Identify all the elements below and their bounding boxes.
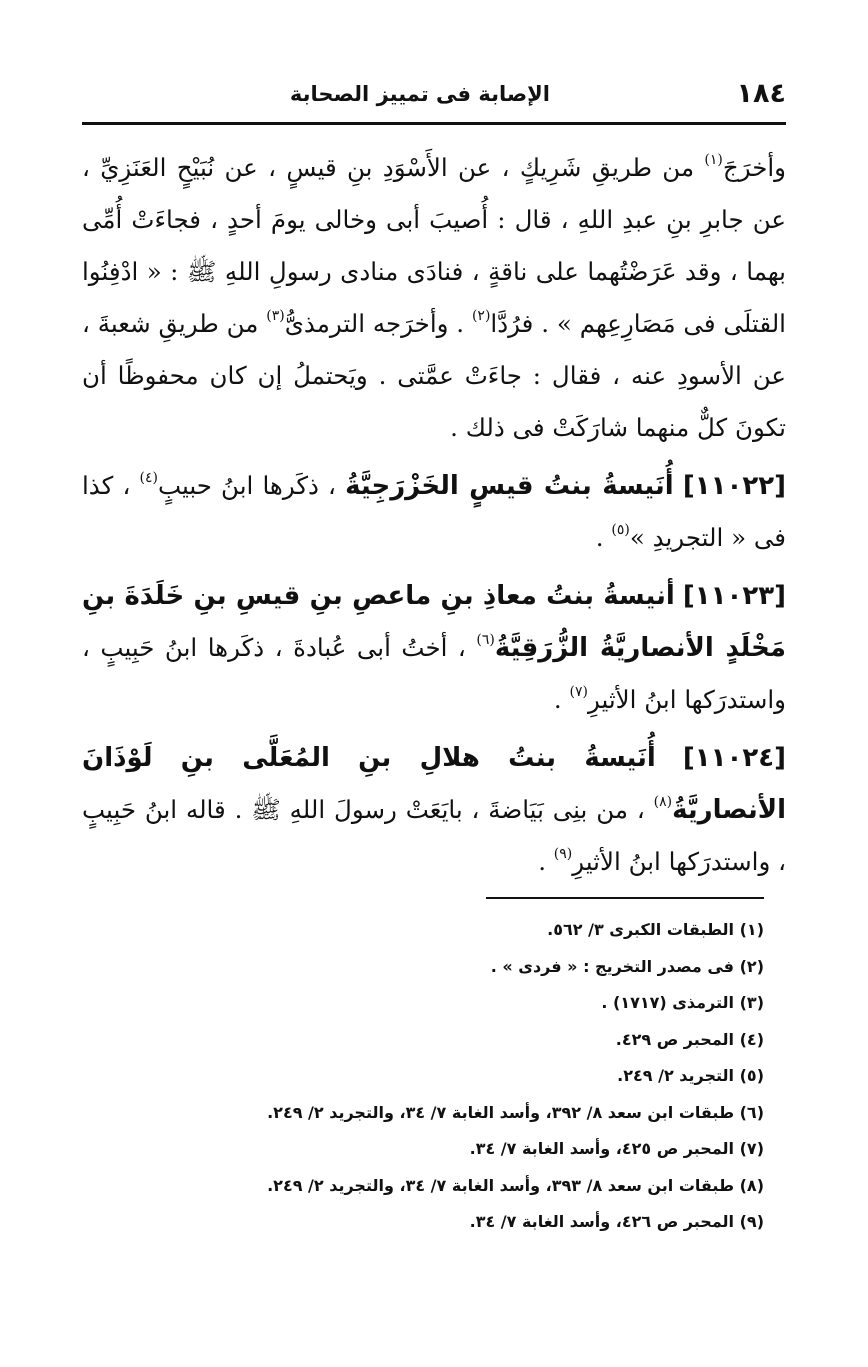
- text-run: . وأخرَجه الترمذىُّ: [284, 309, 472, 338]
- entry-name: أنيسةُ بنتُ معاذِ بنِ ماعصِ بنِ قيسِ بنِ خَلَدَةَ بنِ مَخْلَدٍ الأنصاريَّةُ الزُّرَقِيَّةُ: [82, 581, 786, 663]
- paragraph-intro: [82, 142, 786, 454]
- footnote-ref[interactable]: (٦): [476, 632, 495, 648]
- footnote-item: (٨) طبقات ابن سعد ٨/ ٣٩٣، وأسد الغابة ٧/ ٣٤، والتجريد ٢/ ٢٤٩.: [267, 1175, 764, 1195]
- footnote-ref[interactable]: (٢): [471, 308, 491, 324]
- text-run: من طريقِ شَرِيكٍ ، عن الأَسْوَدِ بنِ قيسٍ ، عن نُبَيْحٍ العَنَزِيِّ ، عن جابرِ بنِ عبدِ اللهِ ، قال : أُصيبَ أبى وخالى يومَ أحدٍ ، فجاءَتْ أُمِّى بهما ، وقد عَرَضْتُهما على ناقةٍ ، فنادَى منادى رسولِ اللهِ ﷺ : « ادْفِنُوا القتلَى فى مَصَارِعِهم » . فرُدَّا: [82, 153, 786, 338]
- footnote-ref[interactable]: (٩): [553, 846, 573, 862]
- text-run: .: [538, 847, 554, 876]
- footnote-item: (٦) طبقات ابن سعد ٨/ ٣٩٢، وأسد الغابة ٧/ ٣٤، والتجريد ٢/ ٢٤٩.: [267, 1102, 764, 1122]
- entry-number: [١١٠٢٣]: [682, 581, 786, 611]
- footnote-item: (٣) الترمذى (١٧١٧) .: [601, 993, 764, 1012]
- entry-number: [١١٠٢٢]: [682, 471, 786, 501]
- footnote-item: (١) الطبقات الكبرى ٣/ ٥٦٢.: [547, 920, 764, 939]
- page-number: ١٨٤: [736, 78, 786, 109]
- footnote-ref[interactable]: (٨): [653, 794, 673, 810]
- footnote-ref[interactable]: (٧): [569, 684, 588, 700]
- running-title: الإصابة فى تمييز الصحابة: [289, 82, 550, 106]
- footnote-item: (٤) المحبر ص ٤٢٩.: [615, 1029, 764, 1049]
- footnote-ref[interactable]: (٣): [266, 308, 285, 324]
- footnote-item: (٢) فى مصدر التخريج : « فردى » .: [490, 956, 764, 976]
- footnote-ref[interactable]: (٤): [139, 470, 158, 486]
- header-divider: [82, 122, 786, 125]
- text-run: .: [595, 523, 612, 552]
- entry-name: أُنَيسةُ بنتُ قيسٍ الخَزْرَجِيَّةُ: [345, 471, 674, 501]
- page-header: [82, 78, 786, 114]
- entry-11024: [82, 732, 786, 888]
- footnote-item: (٥) التجريد ٢/ ٢٤٩.: [617, 1066, 764, 1085]
- text-run: ، من بنِى بَيَاضةَ ، بايَعَتْ رسولَ اللهِ ﷺ . قاله ابنُ حَبِيبٍ ، واستدرَكها ابنُ الأثيرِ: [82, 795, 786, 876]
- footnote-item: (٩) المحبر ص ٤٢٦، وأسد الغابة ٧/ ٣٤.: [469, 1212, 764, 1231]
- entry-name: أُنَيسةُ بنتُ هلالِ بنِ المُعَلَّى بنِ لَوْذَانَ الأنصاريَّةُ: [82, 743, 786, 825]
- footnote-divider: [486, 897, 764, 899]
- text-run: .: [553, 685, 570, 714]
- entry-11023: [82, 570, 786, 726]
- footnotes-list: [100, 912, 764, 1241]
- text-run: وأخرَجَ: [722, 153, 786, 182]
- footnote-item: (٧) المحبر ص ٤٢٥، وأسد الغابة ٧/ ٣٤.: [469, 1139, 764, 1158]
- text-run: ، ذكَرها ابنُ حبيبٍ: [157, 471, 346, 500]
- text-run: ، كذا فى « التجريدِ »: [82, 471, 786, 552]
- text-run: ، أختُ أبى عُبادةَ ، ذكَرها ابنُ حَبِيبٍ ، واستدرَكها ابنُ الأثيرِ: [82, 633, 786, 714]
- text-run: من طريقِ شعبةَ ، عن الأسودِ عنه ، فقال : جاءَتْ عمَّتى . ويَحتملُ إن كان محفوظًا أن تكونَ كلٌّ منهما شارَكَتْ فى ذلك .: [82, 309, 786, 442]
- footnote-ref[interactable]: (٥): [611, 522, 630, 538]
- entry-number: [١١٠٢٤]: [682, 743, 786, 773]
- entry-11022: [82, 460, 786, 564]
- main-text: [82, 142, 786, 888]
- footnote-ref[interactable]: (١): [704, 152, 723, 168]
